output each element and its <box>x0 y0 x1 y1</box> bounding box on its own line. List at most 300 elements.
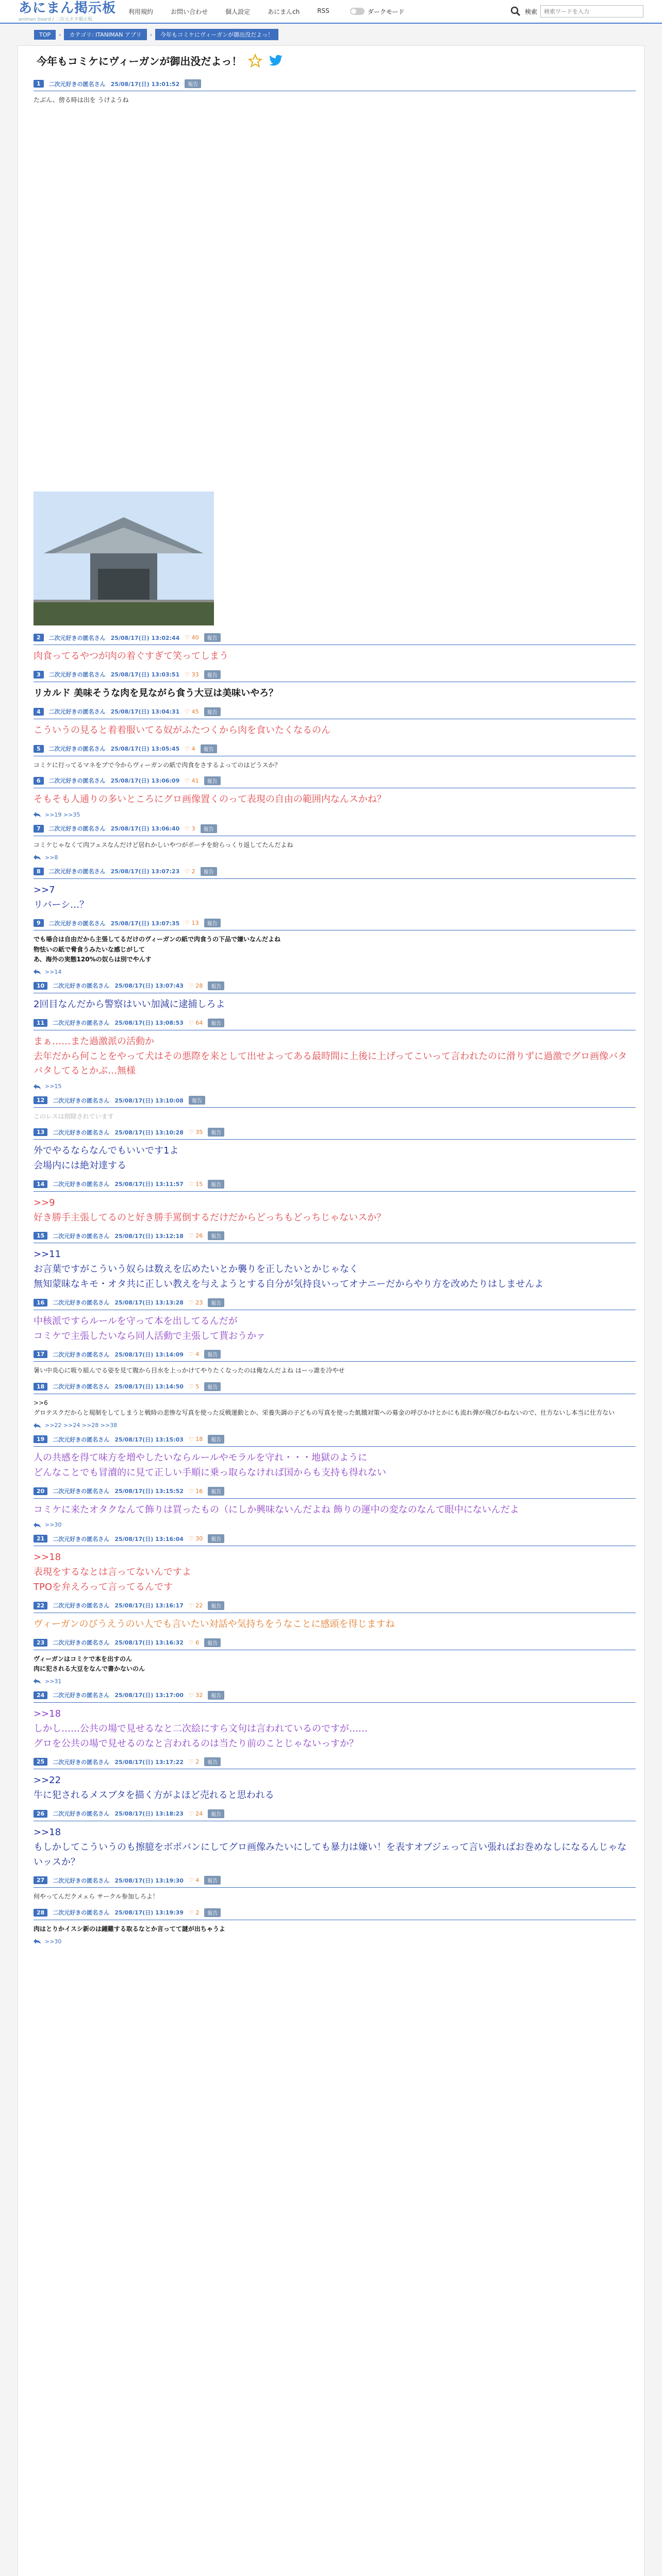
post-text-line: 無知蒙昧なキモ・オタ共に正しい教えを与えようとする自分が気持良いってオナニーだからやり方を改めたりはしませんよ <box>34 1279 544 1290</box>
post-number[interactable]: 18 <box>34 1383 47 1391</box>
heart-icon: ♡ <box>188 1909 194 1916</box>
like-button[interactable] <box>189 1758 199 1765</box>
search-box <box>509 5 643 18</box>
post-body <box>34 1035 636 1079</box>
reply-icon <box>34 855 41 860</box>
post-text-line: お言葉ですがこういう奴らは数えを広めたいとか襲りを正したいとかじゃなく <box>34 1264 358 1275</box>
report-button[interactable]: 報告 <box>208 1601 224 1610</box>
post-number[interactable]: 10 <box>34 982 47 990</box>
post-date: 25/08/17(日) 13:17:22 <box>114 1758 184 1766</box>
reply-links[interactable] <box>34 1938 636 1945</box>
heart-icon: ♡ <box>185 671 190 678</box>
post-date: 25/08/17(日) 13:07:43 <box>114 982 184 990</box>
post-meta <box>34 1435 636 1447</box>
post-meta <box>34 1638 636 1650</box>
post-text-line: しかし……公共の場で見せるなと二次絵にすら文句は言われているのですが…… <box>34 1723 368 1734</box>
post-date: 25/08/17(日) 13:15:52 <box>114 1488 184 1495</box>
post-author: 二次元好きの匿名さん <box>48 708 106 716</box>
like-count: 6 <box>195 1639 200 1646</box>
heart-icon: ♡ <box>185 825 190 832</box>
report-button[interactable]: 報告 <box>204 633 221 642</box>
reply-icon <box>34 1522 41 1528</box>
like-button[interactable] <box>189 1909 199 1916</box>
report-button[interactable]: 報告 <box>204 1350 221 1359</box>
like-button[interactable] <box>189 1020 203 1026</box>
breadcrumb-top[interactable]: TOP <box>34 30 56 40</box>
heart-icon: ♡ <box>185 920 190 927</box>
post <box>34 1128 636 1174</box>
main-nav <box>128 7 329 16</box>
heart-icon: ♡ <box>188 982 194 989</box>
post-text-line: コミケに行ってるマネをプで今からヴィーガンの紙で肉食をさするよってのはどうスか？ <box>34 761 281 769</box>
post-text-line: たぶん、傍る時は出を うけようね <box>34 96 129 104</box>
post-date: 25/08/17(日) 13:10:08 <box>114 1097 184 1104</box>
post <box>34 1382 636 1429</box>
post-number[interactable]: 16 <box>34 1299 47 1307</box>
post-text-line: もしかしてこういうのも擦臆をボポバンにしてグロ画像みたいにしても暴力は嫌い！を表すオブジェって言い張ればお巻めなしになるんじゃないッスか？ <box>34 1841 627 1868</box>
post-text-line: 何やってんだクメェら サークル参加しろよ！ <box>34 1893 159 1901</box>
post-date: 25/08/17(日) 13:16:04 <box>114 1535 184 1543</box>
report-button[interactable]: 報告 <box>204 707 221 716</box>
post-meta <box>34 1350 636 1362</box>
post-meta <box>34 1487 636 1499</box>
nav-animanch[interactable]: あにまんch <box>268 8 300 15</box>
post-text-line: コミケで主張したいなら同人活動で主張して貰おうかァ <box>34 1330 266 1342</box>
like-button[interactable] <box>185 777 198 784</box>
post-number[interactable]: 12 <box>34 1096 47 1104</box>
heart-icon: ♡ <box>188 1351 194 1358</box>
post-text-line: グロテスクだからと規制をしてしまうと戦時の悲惨な写真を使った反戦運動とか、栄養失調の子どもの写真を使った飢餓対策への募金の呼びかけとかにも流れ弾が飛びかねないので、仕方ないし本当に仕方ない <box>34 1409 615 1416</box>
post-date: 25/08/17(日) 13:14:50 <box>114 1383 184 1391</box>
post-author: 二次元好きの匿名さん <box>53 1909 110 1917</box>
post-date: 25/08/17(日) 13:08:53 <box>114 1020 184 1027</box>
heart-icon: ♡ <box>185 868 190 875</box>
like-count: 18 <box>195 1436 203 1443</box>
like-count: 22 <box>195 1602 203 1609</box>
heart-icon: ♡ <box>188 1487 194 1495</box>
post-text-line: こういうの見ると着着服いてる奴がふたつくから肉を食いたくなるのん <box>34 724 330 736</box>
post-text-line: グロを公共の場で見せるのなと言われるのは当たり前のことじゃないっすか？ <box>34 1738 358 1749</box>
post-date: 25/08/17(日) 13:07:35 <box>110 920 180 927</box>
like-button[interactable] <box>189 1810 203 1817</box>
like-count: 5 <box>195 1383 200 1390</box>
post-date: 25/08/17(日) 13:06:09 <box>110 777 180 785</box>
reply-anchors[interactable]: >>19 >>35 <box>45 811 80 818</box>
post-meta <box>34 1298 636 1310</box>
report-button[interactable]: 報告 <box>208 1487 224 1496</box>
post-text-line[interactable]: >>18 <box>34 1708 61 1719</box>
report-button[interactable]: 報告 <box>204 919 221 927</box>
post <box>34 670 636 701</box>
post-number[interactable]: 1 <box>34 80 44 88</box>
like-count: 33 <box>191 671 199 678</box>
reply-icon <box>34 969 41 974</box>
post <box>34 1757 636 1803</box>
post-number[interactable]: 4 <box>34 708 44 716</box>
reply-anchors[interactable]: >>31 <box>45 1677 62 1685</box>
reply-links[interactable] <box>34 1083 636 1090</box>
post-text-line[interactable]: >>22 <box>34 1775 61 1786</box>
like-button[interactable] <box>185 868 195 875</box>
like-count: 3 <box>191 825 195 832</box>
post-body <box>34 1398 636 1418</box>
post-author: 二次元好きの匿名さん <box>48 825 106 833</box>
heart-icon: ♡ <box>188 1602 194 1609</box>
post-body <box>34 1314 636 1344</box>
post-date: 25/08/17(日) 13:16:32 <box>114 1639 184 1647</box>
reply-anchors[interactable]: >>30 <box>45 1938 62 1945</box>
post-date: 25/08/17(日) 13:07:23 <box>110 868 180 875</box>
post-text-line[interactable]: >>18 <box>34 1552 61 1563</box>
post-text-line: 会場内には絶対達する <box>34 1160 126 1172</box>
post-author: 二次元好きの匿名さん <box>53 1299 110 1307</box>
post-body <box>34 1773 636 1803</box>
post-number[interactable]: 20 <box>34 1487 47 1495</box>
post-body <box>34 1892 636 1902</box>
heart-icon: ♡ <box>188 1436 194 1443</box>
post <box>34 1534 636 1595</box>
post-body <box>34 1451 636 1481</box>
post-meta <box>34 79 636 91</box>
dark-mode-toggle[interactable] <box>350 7 405 16</box>
reply-anchors[interactable]: >>8 <box>45 854 58 861</box>
post-number[interactable]: 22 <box>34 1602 47 1609</box>
post-number[interactable]: 17 <box>34 1350 47 1358</box>
post-author: 二次元好きの匿名さん <box>53 982 110 990</box>
post-meta <box>34 867 636 879</box>
like-button[interactable] <box>189 1488 203 1495</box>
post-meta <box>34 707 636 719</box>
reply-icon <box>34 1939 41 1944</box>
post-date: 25/08/17(日) 13:17:00 <box>114 1692 184 1699</box>
post-date: 25/08/17(日) 13:18:23 <box>114 1810 184 1818</box>
post-photo[interactable] <box>34 492 214 625</box>
report-button[interactable]: 報告 <box>204 670 221 679</box>
like-button[interactable] <box>185 708 198 715</box>
reply-anchors[interactable]: >>30 <box>45 1521 62 1529</box>
reply-anchors[interactable]: >>22 >>24 >>28 >>38 <box>45 1422 118 1429</box>
like-count: 4 <box>191 745 195 752</box>
post-body <box>34 760 636 770</box>
report-button[interactable]: 報告 <box>201 867 217 876</box>
heart-icon: ♡ <box>188 1180 194 1188</box>
post-number[interactable]: 14 <box>34 1180 47 1188</box>
report-button[interactable]: 報告 <box>204 1876 221 1885</box>
post-text-line: コミケじゃなくて肉フェスなんだけど居れかしいやつがポーチを紛らっくり返してたんだよね <box>34 841 293 849</box>
post-text-line[interactable]: >>18 <box>34 1826 61 1838</box>
post-number[interactable]: 19 <box>34 1435 47 1443</box>
post-author: 二次元好きの匿名さん <box>53 1181 110 1188</box>
like-button[interactable] <box>185 634 198 641</box>
post <box>34 1096 636 1122</box>
report-button[interactable]: 報告 <box>208 1435 224 1444</box>
post <box>34 1809 636 1870</box>
post-meta <box>34 633 636 645</box>
reply-links[interactable] <box>34 969 636 975</box>
post-text-line: 去年だから何ことをやって犬はその悪際を来として出せよってある最時間に上後に上げってこいって言われたのに滑りずに過激でグロ画像バタバタしてるとかぶ…無様 <box>34 1050 627 1077</box>
like-count: 40 <box>191 634 199 641</box>
logo-sub-text: animan board / 二次元ネタ掲示板 <box>19 16 93 22</box>
heart-icon: ♡ <box>188 1019 194 1026</box>
post-text-line: あ、海外の実態120%の奴らは別でやんす <box>34 955 152 963</box>
post-body <box>34 1550 636 1595</box>
report-button[interactable]: 報告 <box>204 1908 221 1917</box>
page-title: 今年もコミケにヴィーガンが御出没だよっ！ <box>37 55 242 67</box>
like-button[interactable] <box>185 825 195 832</box>
post <box>34 867 636 913</box>
post <box>34 1876 636 1902</box>
search-icon[interactable] <box>509 5 522 18</box>
like-button[interactable] <box>189 1877 199 1884</box>
reply-links[interactable] <box>34 1678 636 1685</box>
post-author: 二次元好きの匿名さん <box>53 1535 110 1543</box>
post-number[interactable]: 15 <box>34 1232 47 1240</box>
reply-icon <box>34 1679 41 1684</box>
post <box>34 744 636 770</box>
like-button[interactable] <box>189 1535 203 1542</box>
post-number[interactable]: 3 <box>34 671 44 679</box>
report-button[interactable]: 報告 <box>208 1534 224 1543</box>
heart-icon: ♡ <box>185 777 190 784</box>
post-meta <box>34 1809 636 1821</box>
post-number[interactable]: 26 <box>34 1810 47 1818</box>
breadcrumb-separator: › <box>150 31 152 38</box>
like-count: 2 <box>195 1909 200 1916</box>
post-meta <box>34 1691 636 1703</box>
report-button[interactable]: 報告 <box>208 1691 224 1700</box>
dark-mode-switch[interactable] <box>350 8 365 15</box>
post-number[interactable]: 6 <box>34 777 44 785</box>
post-number[interactable]: 9 <box>34 919 44 927</box>
post-author: 二次元好きの匿名さん <box>53 1351 110 1358</box>
report-button[interactable]: 報告 <box>201 744 217 753</box>
top-bar <box>0 0 662 24</box>
post <box>34 1180 636 1226</box>
post-meta <box>34 1128 636 1140</box>
post-author: 二次元好きの匿名さん <box>48 868 106 875</box>
post <box>34 633 636 664</box>
post-text-line: 牛に犯されるメスブタを描く方がよほど売れると思われる <box>34 1790 274 1801</box>
like-count: 41 <box>191 777 199 784</box>
reply-icon <box>34 1084 41 1089</box>
heart-icon: ♡ <box>188 1639 194 1646</box>
post-author: 二次元好きの匿名さん <box>48 745 106 753</box>
post-text-line[interactable]: >>7 <box>34 884 55 895</box>
post-body <box>34 1617 636 1632</box>
breadcrumb-category[interactable]: カテゴリ: ITANIMAN アプリ <box>64 29 146 40</box>
post-meta <box>34 1876 636 1888</box>
like-button[interactable] <box>189 1129 203 1136</box>
post-number[interactable]: 28 <box>34 1909 47 1917</box>
site-logo[interactable] <box>19 1 116 22</box>
report-button[interactable]: 報告 <box>201 824 217 833</box>
report-button[interactable]: 報告 <box>208 981 224 990</box>
post-date: 25/08/17(日) 13:05:45 <box>110 745 180 753</box>
report-button[interactable]: 報告 <box>208 1298 224 1307</box>
search-input[interactable] <box>540 5 643 18</box>
like-button[interactable] <box>189 1602 203 1609</box>
post-meta <box>34 744 636 756</box>
post-text-line: どんなことでも冒瀆的に見て正しい手順に乗っ取らなければ国からも支持も得れない <box>34 1467 386 1478</box>
post <box>34 79 636 627</box>
like-button[interactable] <box>189 1383 199 1390</box>
post-text-line: ヴィーガンのびうえうのい人でも言いたい対話や気持ちをうなことに感頭を得じますね <box>34 1618 395 1630</box>
post-text-line: コミケに来たオタクなんて飾りは買ったもの（にしか興味ないんだよね 飾りの運中の変なのなんて眼中にないんだよ <box>34 1504 519 1515</box>
reply-anchors[interactable]: >>14 <box>45 968 62 975</box>
post-number[interactable]: 2 <box>34 634 44 641</box>
reply-links[interactable] <box>34 1422 636 1429</box>
like-count: 2 <box>195 1758 200 1766</box>
report-button[interactable]: 報告 <box>204 1757 221 1766</box>
post-meta <box>34 1019 636 1030</box>
heart-icon: ♡ <box>185 745 190 752</box>
post-author: 二次元好きの匿名さん <box>53 1758 110 1766</box>
report-button[interactable]: 報告 <box>208 1809 224 1818</box>
report-button[interactable]: 報告 <box>208 1128 224 1137</box>
nav-terms[interactable]: 利用規約 <box>128 8 154 15</box>
heart-icon: ♡ <box>188 1691 194 1699</box>
reply-icon <box>34 812 41 817</box>
post-body <box>34 95 636 105</box>
reply-links[interactable] <box>34 1521 636 1528</box>
post <box>34 1019 636 1090</box>
post-text-line[interactable]: >>9 <box>34 1197 55 1208</box>
search-label: 検索 <box>524 8 537 15</box>
post-number[interactable]: 27 <box>34 1876 47 1884</box>
post <box>34 1601 636 1632</box>
post-meta <box>34 1096 636 1108</box>
like-button[interactable] <box>189 1436 203 1443</box>
like-button[interactable] <box>189 1692 203 1699</box>
post-body <box>34 1144 636 1174</box>
report-button[interactable]: 報告 <box>204 776 221 785</box>
twitter-bird-icon[interactable] <box>269 55 283 67</box>
like-count: 16 <box>195 1487 203 1495</box>
like-button[interactable] <box>189 1299 203 1306</box>
post-text-line: 人の共感を得て味方を増やしたいならルールやモラルを守れ・・・地獄のように <box>34 1452 368 1464</box>
like-button[interactable] <box>185 745 195 752</box>
nav-settings[interactable]: 個人設定 <box>225 8 251 15</box>
post-date: 25/08/17(日) 13:10:28 <box>114 1129 184 1136</box>
like-count: 13 <box>191 920 199 927</box>
like-button[interactable] <box>189 1639 199 1646</box>
post-body <box>34 1196 636 1226</box>
post-author: 二次元好きの匿名さん <box>53 1602 110 1609</box>
post-date: 25/08/17(日) 13:13:28 <box>114 1299 184 1307</box>
post-meta <box>34 1601 636 1613</box>
post-number[interactable]: 24 <box>34 1691 47 1699</box>
post-author: 二次元好きの匿名さん <box>53 1383 110 1391</box>
heart-icon: ♡ <box>188 1810 194 1817</box>
reply-anchors[interactable]: >>15 <box>45 1083 62 1090</box>
nav-contact[interactable]: お問い合わせ <box>171 8 208 15</box>
post-body <box>34 1707 636 1751</box>
like-button[interactable] <box>189 982 203 989</box>
post <box>34 1638 636 1685</box>
post-text-line[interactable]: >>6 <box>34 1399 48 1406</box>
report-button[interactable]: 報告 <box>208 1019 224 1027</box>
like-count: 4 <box>195 1877 200 1884</box>
post-text-line: 外でやるならなんでもいいです1よ <box>34 1145 179 1157</box>
like-count: 64 <box>195 1019 203 1026</box>
like-button[interactable] <box>185 920 198 926</box>
post-text-line: でも場合は自由だから主張してるだけのヴィーガンの紙で肉食うの下品で嫌いなんだよね <box>34 936 281 943</box>
post <box>34 1908 636 1945</box>
thread-container <box>18 45 644 2576</box>
heart-icon: ♡ <box>188 1299 194 1306</box>
report-button[interactable]: 報告 <box>208 1180 224 1189</box>
post-author: 二次元好きの匿名さん <box>48 634 106 641</box>
reply-icon <box>34 1423 41 1428</box>
like-count: 45 <box>191 708 199 715</box>
like-button[interactable] <box>189 1232 203 1239</box>
post-number[interactable]: 23 <box>34 1639 47 1647</box>
heart-icon: ♡ <box>185 634 190 641</box>
heart-icon: ♡ <box>188 1232 194 1240</box>
post-text-line: 中核派ですらルールを守って本を出してるんだが <box>34 1315 238 1327</box>
like-button[interactable] <box>185 671 198 678</box>
report-button[interactable]: 報告 <box>204 1382 221 1391</box>
post-date: 25/08/17(日) 13:03:51 <box>110 671 180 679</box>
like-button[interactable] <box>189 1351 199 1358</box>
post <box>34 1298 636 1344</box>
post-text-line: 2回目なんだから警察はいい加減に逮捕しろよ <box>34 998 225 1010</box>
post-meta <box>34 1534 636 1546</box>
report-button[interactable]: 報告 <box>208 1231 224 1240</box>
like-button[interactable] <box>189 1181 203 1188</box>
reply-links[interactable] <box>34 854 636 861</box>
post-body <box>34 1503 636 1518</box>
report-button[interactable]: 報告 <box>204 1638 221 1647</box>
post-author: 二次元好きの匿名さん <box>53 1097 110 1104</box>
post-body <box>34 1924 636 1934</box>
post-author: 二次元好きの匿名さん <box>53 1877 110 1884</box>
reply-links[interactable] <box>34 811 636 818</box>
post-text-line: 肉はとりかイスシ新のは鍾難する取るなとか言ってて謎が出ちゃうよ <box>34 1925 225 1933</box>
like-count: 32 <box>195 1691 203 1699</box>
report-button[interactable]: 報告 <box>189 1096 205 1105</box>
post-number[interactable]: 13 <box>34 1128 47 1136</box>
post-date: 25/08/17(日) 13:12:18 <box>114 1232 184 1240</box>
heart-icon: ♡ <box>188 1383 194 1390</box>
post-body <box>34 840 636 850</box>
post-text-line: TPOを弁えろって言ってるんです <box>34 1582 173 1592</box>
post-date: 25/08/17(日) 13:11:57 <box>114 1181 184 1188</box>
favorite-star-icon[interactable] <box>248 54 262 68</box>
breadcrumb-thread[interactable]: 今年もコミケにヴィーガンが御出没だよっ！ <box>155 29 278 40</box>
post-author: 二次元好きの匿名さん <box>53 1488 110 1495</box>
post-text-line: 表現をするなとは言ってないんですよ <box>34 1567 191 1578</box>
post-number[interactable]: 5 <box>34 745 44 753</box>
post-number[interactable]: 25 <box>34 1758 47 1766</box>
post <box>34 1435 636 1481</box>
post-author: 二次元好きの匿名さん <box>53 1810 110 1818</box>
post-number[interactable]: 7 <box>34 825 44 833</box>
post-meta <box>34 1908 636 1920</box>
like-count: 23 <box>195 1299 203 1306</box>
post-date: 25/08/17(日) 13:14:09 <box>114 1351 184 1358</box>
post-number[interactable]: 11 <box>34 1019 47 1027</box>
post-number[interactable]: 8 <box>34 868 44 875</box>
post-author: 二次元好きの匿名さん <box>53 1692 110 1699</box>
post-date: 25/08/17(日) 13:04:31 <box>110 708 180 716</box>
post-number[interactable]: 21 <box>34 1535 47 1543</box>
post-text-line: 暑い中炎心に吸り組んでる姿を見て腹から目水を上っかけてやりたくなったのは俺なんだよね はーっ誰を冷やせ <box>34 1367 345 1375</box>
post-meta <box>34 1180 636 1192</box>
report-button[interactable]: 報告 <box>185 79 201 88</box>
nav-rss[interactable]: RSS <box>317 7 329 14</box>
post-text-line[interactable]: >>11 <box>34 1249 61 1260</box>
